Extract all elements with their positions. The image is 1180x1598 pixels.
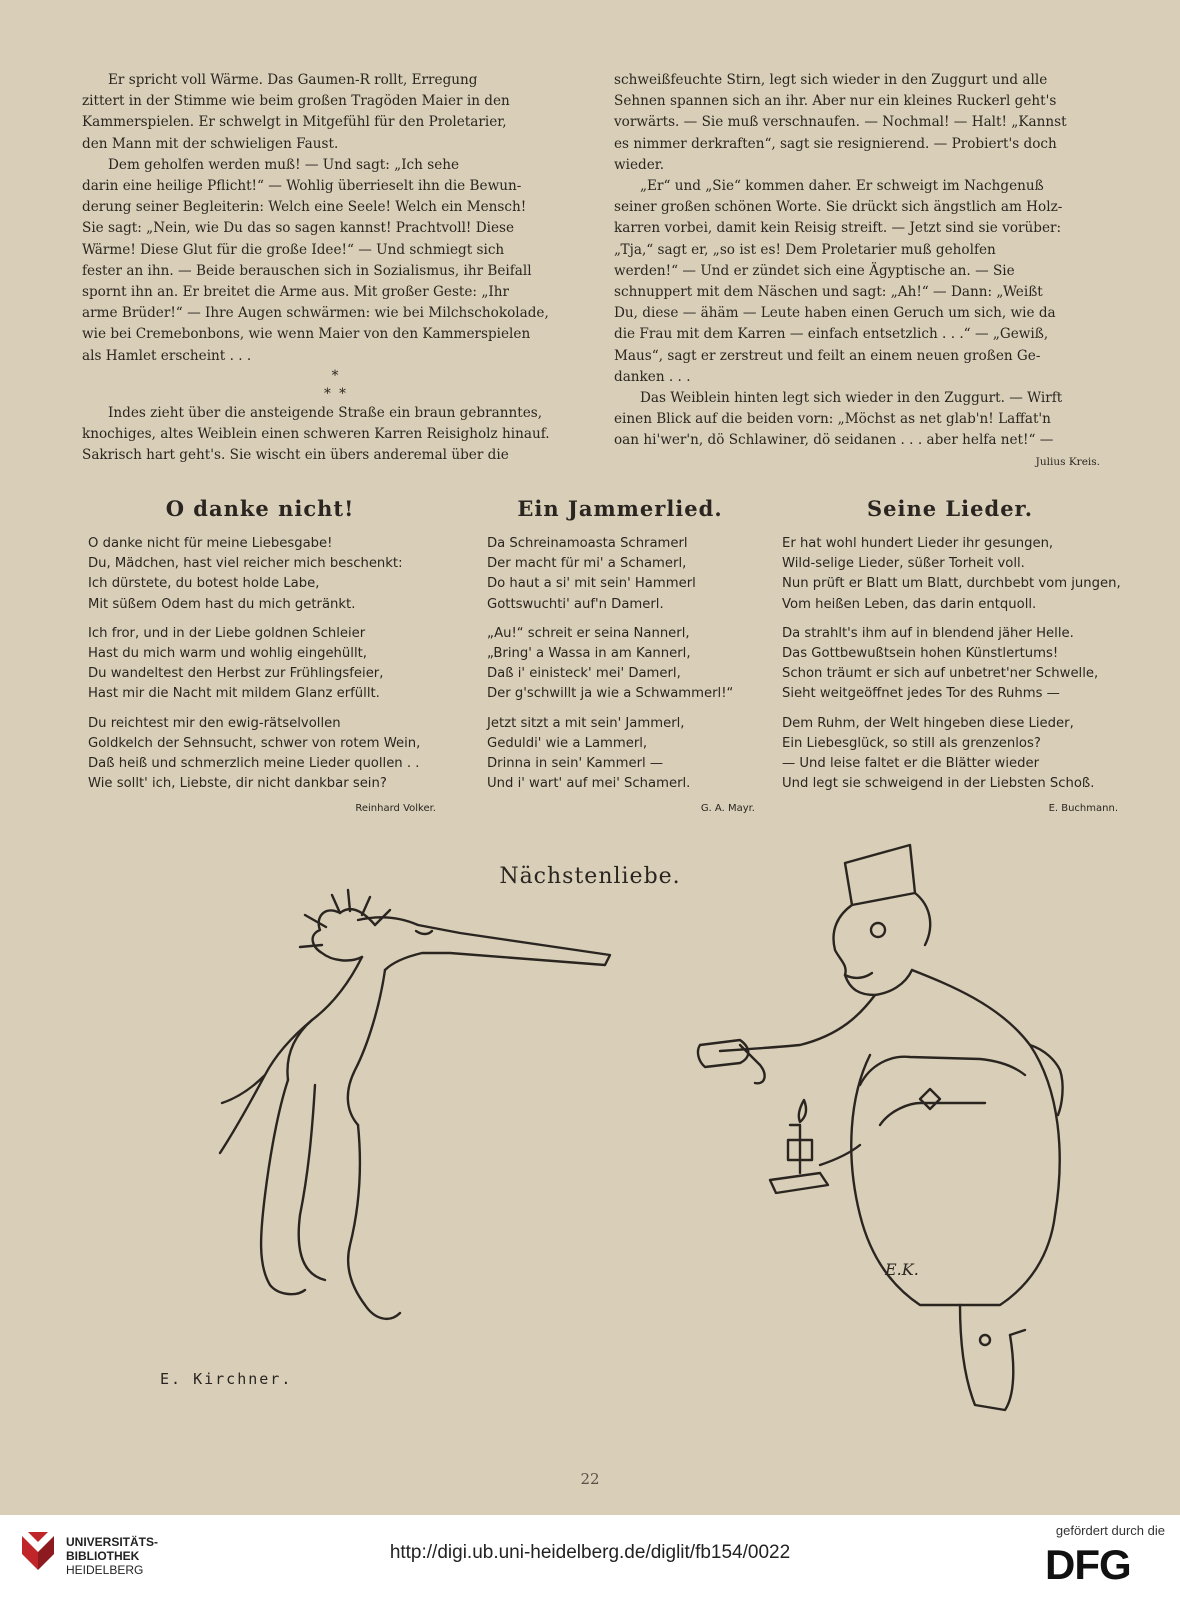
poem-line: Hast mir die Nacht mit mildem Glanz erfüllt. bbox=[88, 686, 380, 702]
poem-line: Drinna in sein' Kammerl — bbox=[487, 756, 664, 772]
poem-line: Daß i' einisteck' mei' Damerl, bbox=[487, 666, 681, 682]
university-library-name bbox=[66, 1535, 158, 1577]
poem-stanza bbox=[782, 534, 1121, 615]
poem-line: Goldkelch der Sehnsucht, schwer von rotem Wein, bbox=[88, 735, 421, 751]
story-paragraph: Dem geholfen werden muß! — Und sagt: „Ich sehe darin eine heilige Pflicht!“ — Wohlig überrieselt ihn die Bewun- derung seiner Begleiterin: Welch eine Seele! Welch ein Mensch! Sie sagt: „Nein, wie Du das so sagen kannst! Prachtvoll! Diese Wärme! Diese Glut für die große Idee!“ — Und schmiegt sich fester an ihn. — Beide berauschen sich in Sozialismus, ihr Beifall spornt ihn an. Er breitet die Arme aus. Mit großer Geste: „Ihr arme Brüder!“ — Ihre Augen schwärmen: wie bei Milchschokolade, wie bei Cremebonbons, wie wenn Maier von den Kammerspielen als Hamlet erscheint . . . bbox=[82, 156, 549, 364]
cartoon-title: Nächstenliebe. bbox=[499, 864, 681, 889]
library-name-line: BIBLIOTHEK bbox=[66, 1549, 140, 1563]
story-left-column bbox=[82, 70, 590, 466]
poem-stanza bbox=[782, 714, 1118, 795]
library-name-line: UNIVERSITÄTS- bbox=[66, 1535, 159, 1549]
poem-line: „Bring' a Wassa in am Kannerl, bbox=[487, 646, 691, 662]
creature-figure bbox=[220, 890, 610, 1319]
poem-line: Da strahlt's ihm auf in blendend jäher Helle. bbox=[782, 625, 1074, 641]
poem-stanza bbox=[782, 624, 1118, 705]
poem-line: Mit süßem Odem hast du mich getränkt. bbox=[88, 596, 356, 612]
poem-line: Geduldi' wie a Lammerl, bbox=[487, 735, 648, 751]
story-paragraph: Er spricht voll Wärme. Das Gaumen-R rollt, Erregung zittert in der Stimme wie beim großen Tragöden Maier in den Kammerspielen. Er schwelgt in Mitgefühl für den Proletarier, den Mann mit der schwieligen Faust. bbox=[82, 72, 510, 152]
poem-author: G. A. Mayr. bbox=[700, 803, 755, 815]
poem-stanza bbox=[487, 534, 755, 615]
poem-stanza bbox=[487, 714, 755, 795]
poem-line: Der g'schwillt ja wie a Schwammerl!“ bbox=[487, 686, 734, 702]
poem-line: Und legt sie schweigend in der Liebsten Schoß. bbox=[782, 776, 1095, 792]
library-name-line: HEIDELBERG bbox=[66, 1563, 144, 1577]
poem-title: O danke nicht! bbox=[165, 496, 355, 521]
poem-stanza bbox=[487, 624, 755, 705]
poem-line: Jetzt sitzt a mit sein' Jammerl, bbox=[487, 715, 685, 731]
story-paragraph: Das Weiblein hinten legt sich wieder in den Zuggurt. — Wirft einen Blick auf die beiden vorn: „Möchst as net glab'n! Laffat'n oan hi'wer'n, dö Schlawiner, dö seidanen . . . aber helfa net!“ — bbox=[614, 390, 1063, 449]
document-url-link[interactable]: http://digi.ub.uni-heidelberg.de/diglit/fb154/0022 bbox=[389, 1542, 791, 1563]
poem-stanza bbox=[88, 714, 436, 795]
poem-stanza bbox=[88, 624, 436, 705]
poem-line: Dem Ruhm, der Welt hingeben diese Lieder, bbox=[782, 715, 1074, 731]
artist-signature: E. Kirchner. bbox=[160, 1370, 293, 1388]
man-figure bbox=[698, 845, 1063, 1410]
poem-line: Ich dürstete, du botest holde Labe, bbox=[88, 576, 320, 592]
poem-line: Wie sollt' ich, Liebste, dir nicht dankbar sein? bbox=[88, 776, 387, 792]
poem-line: Du wandeltest den Herbst zur Frühlingsfeier, bbox=[88, 666, 384, 682]
footer-bar bbox=[0, 1515, 1180, 1598]
poem-line: Vom heißen Leben, das darin entquoll. bbox=[782, 596, 1037, 612]
poem-line: Du reichtest mir den ewig-rätselvollen bbox=[88, 715, 341, 731]
poem-seine-lieder bbox=[782, 534, 1121, 820]
story-paragraph: Indes zieht über die ansteigende Straße ein braun gebranntes, knochiges, altes Weiblein einen schweren Karren Reisigholz hinauf. Sakrisch hart geht's. Sie wischt ein übers anderemal über die bbox=[82, 404, 550, 464]
poem-line: Da Schreinamoasta Schramerl bbox=[487, 536, 688, 551]
poem-line: „Au!“ schreit er seina Nannerl, bbox=[487, 625, 690, 641]
artist-monogram: E.K. bbox=[885, 1260, 919, 1279]
poem-line: Ein Liebesglück, so still als grenzenlos? bbox=[782, 735, 1041, 751]
poem-line: Der macht für mi' a Schamerl, bbox=[487, 556, 687, 572]
story-paragraph: schweißfeuchte Stirn, legt sich wieder in den Zuggurt und alle Sehnen spannen sich an ihr. Aber nur ein kleines Ruckerl geht's vorwärts. — Sie muß verschnaufen. — Nochmal! — Halt! „Kannst es nimmer derkraften“, sagt sie resignierend. — Probiert's doch wieder. bbox=[614, 72, 1067, 173]
poem-line: — Und leise faltet er die Blätter wieder bbox=[782, 756, 1040, 772]
poem-title: Ein Jammerlied. bbox=[517, 496, 723, 521]
sponsor-caption: gefördert durch die bbox=[1055, 1523, 1165, 1538]
cartoon-illustration bbox=[100, 835, 1100, 1435]
poem-line: Sieht weitgeöffnet jedes Tor des Ruhms — bbox=[782, 686, 1060, 702]
poem-line: Wild-selige Lieder, süßer Torheit voll. bbox=[782, 556, 1025, 572]
dfg-logo: DFG bbox=[1045, 1541, 1131, 1588]
university-library-logo-icon bbox=[18, 1530, 58, 1572]
story-paragraph: „Er“ und „Sie“ kommen daher. Er schweigt im Nachgenuß seiner großen schönen Worte. Sie drückt sich ängstlich am Holz- karren vorbei, damit kein Reisig streift. — Jetzt sind sie vorüber: „Tja,“ sagt er, „so ist es! Dem Proletarier muß geholfen werden!“ — Und er zündet sich eine Ägyptische an. — Sie schnuppert mit dem Näschen und sagt: „Ah!“ — Dann: „Weißt Du, diese — ähäm — Leute haben einen Geruch um sich, wie da die Frau mit dem Karren — einfach entsetzlich . . .“ — „Gewiß, Maus“, sagt er zerstreut und feilt an einem neuen großen Ge- danken . . . bbox=[614, 178, 1063, 385]
poem-author: E. Buchmann. bbox=[1048, 803, 1118, 815]
poem-stanza bbox=[88, 534, 436, 615]
poem-line: Und i' wart' auf mei' Schamerl. bbox=[487, 776, 691, 792]
poem-o-danke-nicht bbox=[88, 534, 436, 820]
page-number: 22 bbox=[580, 1470, 600, 1488]
section-divider-asterisks: * * * bbox=[324, 367, 348, 402]
poem-author: Reinhard Volker. bbox=[355, 803, 436, 815]
poem-line: Schon träumt er sich auf unbetret'ner Schwelle, bbox=[782, 666, 1099, 682]
poem-line: Du, Mädchen, hast viel reicher mich beschenkt: bbox=[88, 556, 403, 572]
poem-ein-jammerlied bbox=[487, 534, 755, 820]
poem-title: Seine Lieder. bbox=[866, 496, 1034, 521]
poem-line: Er hat wohl hundert Lieder ihr gesungen, bbox=[782, 536, 1054, 551]
poem-line: Nun prüft er Blatt um Blatt, durchbebt vom jungen, bbox=[782, 576, 1121, 592]
poem-line: Das Gottbewußtsein hohen Künstlertums! bbox=[782, 646, 1059, 662]
poem-line: Daß heiß und schmerzlich meine Lieder quollen . . bbox=[88, 756, 420, 772]
poem-line: Hast du mich warm und wohlig eingehüllt, bbox=[88, 646, 367, 662]
poem-line: O danke nicht für meine Liebesgabe! bbox=[88, 536, 333, 551]
poem-line: Gottswuchti' auf'n Damerl. bbox=[487, 596, 664, 612]
poem-line: Do haut a si' mit sein' Hammerl bbox=[487, 576, 696, 592]
story-right-column bbox=[614, 70, 1100, 473]
poem-line: Ich fror, und in der Liebe goldnen Schleier bbox=[88, 625, 366, 641]
story-author: Julius Kreis. bbox=[1035, 455, 1100, 468]
